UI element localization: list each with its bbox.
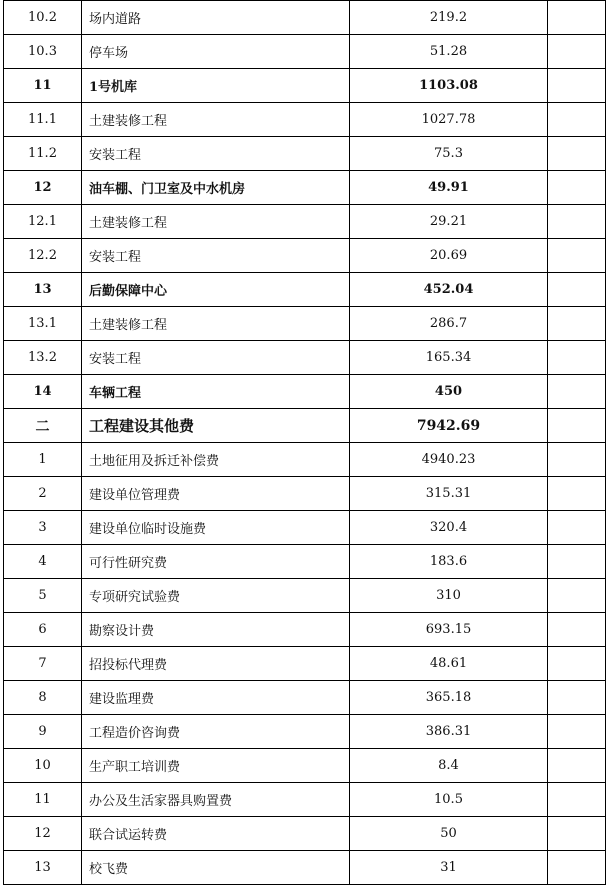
item-name-cell: 校飞费 xyxy=(82,851,350,885)
item-name-cell: 生产职工培训费 xyxy=(82,749,350,783)
table-row xyxy=(4,579,606,613)
item-name-cell: 油车棚、门卫室及中水机房 xyxy=(82,171,350,205)
note-cell xyxy=(548,443,606,477)
row-number-cell: 11 xyxy=(4,783,82,817)
note-cell xyxy=(548,239,606,273)
table-row xyxy=(4,307,606,341)
amount-cell: 1027.78 xyxy=(350,103,548,137)
note-cell xyxy=(548,171,606,205)
table-row xyxy=(4,851,606,885)
amount-cell: 29.21 xyxy=(350,205,548,239)
amount-cell: 693.15 xyxy=(350,613,548,647)
row-number-cell: 7 xyxy=(4,647,82,681)
item-name-cell: 后勤保障中心 xyxy=(82,273,350,307)
item-name-cell: 工程建设其他费 xyxy=(82,409,350,443)
row-number-cell: 10 xyxy=(4,749,82,783)
row-number-cell: 11.1 xyxy=(4,103,82,137)
row-number-cell: 3 xyxy=(4,511,82,545)
item-name-cell: 建设单位临时设施费 xyxy=(82,511,350,545)
amount-cell: 51.28 xyxy=(350,35,548,69)
table-row xyxy=(4,783,606,817)
note-cell xyxy=(548,579,606,613)
table-row xyxy=(4,205,606,239)
item-name-cell: 建设监理费 xyxy=(82,681,350,715)
table-row xyxy=(4,443,606,477)
table-row xyxy=(4,613,606,647)
row-number-cell: 9 xyxy=(4,715,82,749)
note-cell xyxy=(548,375,606,409)
table-row xyxy=(4,749,606,783)
row-number-cell: 14 xyxy=(4,375,82,409)
item-name-cell: 招投标代理费 xyxy=(82,647,350,681)
table-row xyxy=(4,477,606,511)
table-body xyxy=(4,1,606,885)
row-number-cell: 12 xyxy=(4,817,82,851)
note-cell xyxy=(548,137,606,171)
row-number-cell: 二 xyxy=(4,409,82,443)
table-row xyxy=(4,171,606,205)
note-cell xyxy=(548,69,606,103)
note-cell xyxy=(548,35,606,69)
amount-cell: 10.5 xyxy=(350,783,548,817)
amount-cell: 452.04 xyxy=(350,273,548,307)
item-name-cell: 联合试运转费 xyxy=(82,817,350,851)
table-row xyxy=(4,375,606,409)
row-number-cell: 11.2 xyxy=(4,137,82,171)
amount-cell: 8.4 xyxy=(350,749,548,783)
amount-cell: 48.61 xyxy=(350,647,548,681)
note-cell xyxy=(548,613,606,647)
amount-cell: 1103.08 xyxy=(350,69,548,103)
table-row xyxy=(4,103,606,137)
amount-cell: 7942.69 xyxy=(350,409,548,443)
table-row xyxy=(4,647,606,681)
row-number-cell: 12.2 xyxy=(4,239,82,273)
table-row xyxy=(4,511,606,545)
note-cell xyxy=(548,749,606,783)
note-cell xyxy=(548,817,606,851)
row-number-cell: 13.1 xyxy=(4,307,82,341)
row-number-cell: 12.1 xyxy=(4,205,82,239)
item-name-cell: 土建装修工程 xyxy=(82,103,350,137)
note-cell xyxy=(548,273,606,307)
table-row xyxy=(4,409,606,443)
row-number-cell: 4 xyxy=(4,545,82,579)
item-name-cell: 停车场 xyxy=(82,35,350,69)
amount-cell: 31 xyxy=(350,851,548,885)
item-name-cell: 工程造价咨询费 xyxy=(82,715,350,749)
item-name-cell: 安装工程 xyxy=(82,137,350,171)
row-number-cell: 12 xyxy=(4,171,82,205)
table-row xyxy=(4,341,606,375)
note-cell xyxy=(548,511,606,545)
table-row xyxy=(4,239,606,273)
amount-cell: 365.18 xyxy=(350,681,548,715)
note-cell xyxy=(548,341,606,375)
note-cell xyxy=(548,409,606,443)
item-name-cell: 1号机库 xyxy=(82,69,350,103)
amount-cell: 219.2 xyxy=(350,1,548,35)
note-cell xyxy=(548,545,606,579)
amount-cell: 4940.23 xyxy=(350,443,548,477)
note-cell xyxy=(548,681,606,715)
item-name-cell: 办公及生活家器具购置费 xyxy=(82,783,350,817)
row-number-cell: 13 xyxy=(4,851,82,885)
note-cell xyxy=(548,851,606,885)
item-name-cell: 勘察设计费 xyxy=(82,613,350,647)
item-name-cell: 土建装修工程 xyxy=(82,205,350,239)
item-name-cell: 土地征用及拆迁补偿费 xyxy=(82,443,350,477)
row-number-cell: 2 xyxy=(4,477,82,511)
row-number-cell: 13 xyxy=(4,273,82,307)
table-row xyxy=(4,69,606,103)
note-cell xyxy=(548,1,606,35)
table-row xyxy=(4,817,606,851)
table-row xyxy=(4,1,606,35)
note-cell xyxy=(548,103,606,137)
amount-cell: 315.31 xyxy=(350,477,548,511)
cost-estimate-table xyxy=(3,0,606,885)
row-number-cell: 1 xyxy=(4,443,82,477)
amount-cell: 386.31 xyxy=(350,715,548,749)
amount-cell: 50 xyxy=(350,817,548,851)
note-cell xyxy=(548,647,606,681)
row-number-cell: 11 xyxy=(4,69,82,103)
item-name-cell: 安装工程 xyxy=(82,239,350,273)
row-number-cell: 8 xyxy=(4,681,82,715)
table-row xyxy=(4,715,606,749)
amount-cell: 450 xyxy=(350,375,548,409)
table-row xyxy=(4,273,606,307)
row-number-cell: 13.2 xyxy=(4,341,82,375)
note-cell xyxy=(548,783,606,817)
amount-cell: 49.91 xyxy=(350,171,548,205)
note-cell xyxy=(548,715,606,749)
item-name-cell: 安装工程 xyxy=(82,341,350,375)
row-number-cell: 10.3 xyxy=(4,35,82,69)
table-row xyxy=(4,681,606,715)
item-name-cell: 专项研究试验费 xyxy=(82,579,350,613)
amount-cell: 75.3 xyxy=(350,137,548,171)
item-name-cell: 车辆工程 xyxy=(82,375,350,409)
item-name-cell: 场内道路 xyxy=(82,1,350,35)
item-name-cell: 土建装修工程 xyxy=(82,307,350,341)
item-name-cell: 建设单位管理费 xyxy=(82,477,350,511)
table-row xyxy=(4,137,606,171)
note-cell xyxy=(548,205,606,239)
note-cell xyxy=(548,307,606,341)
amount-cell: 310 xyxy=(350,579,548,613)
note-cell xyxy=(548,477,606,511)
table-row xyxy=(4,545,606,579)
row-number-cell: 5 xyxy=(4,579,82,613)
amount-cell: 183.6 xyxy=(350,545,548,579)
item-name-cell: 可行性研究费 xyxy=(82,545,350,579)
row-number-cell: 10.2 xyxy=(4,1,82,35)
amount-cell: 20.69 xyxy=(350,239,548,273)
amount-cell: 286.7 xyxy=(350,307,548,341)
amount-cell: 165.34 xyxy=(350,341,548,375)
amount-cell: 320.4 xyxy=(350,511,548,545)
table-row xyxy=(4,35,606,69)
row-number-cell: 6 xyxy=(4,613,82,647)
